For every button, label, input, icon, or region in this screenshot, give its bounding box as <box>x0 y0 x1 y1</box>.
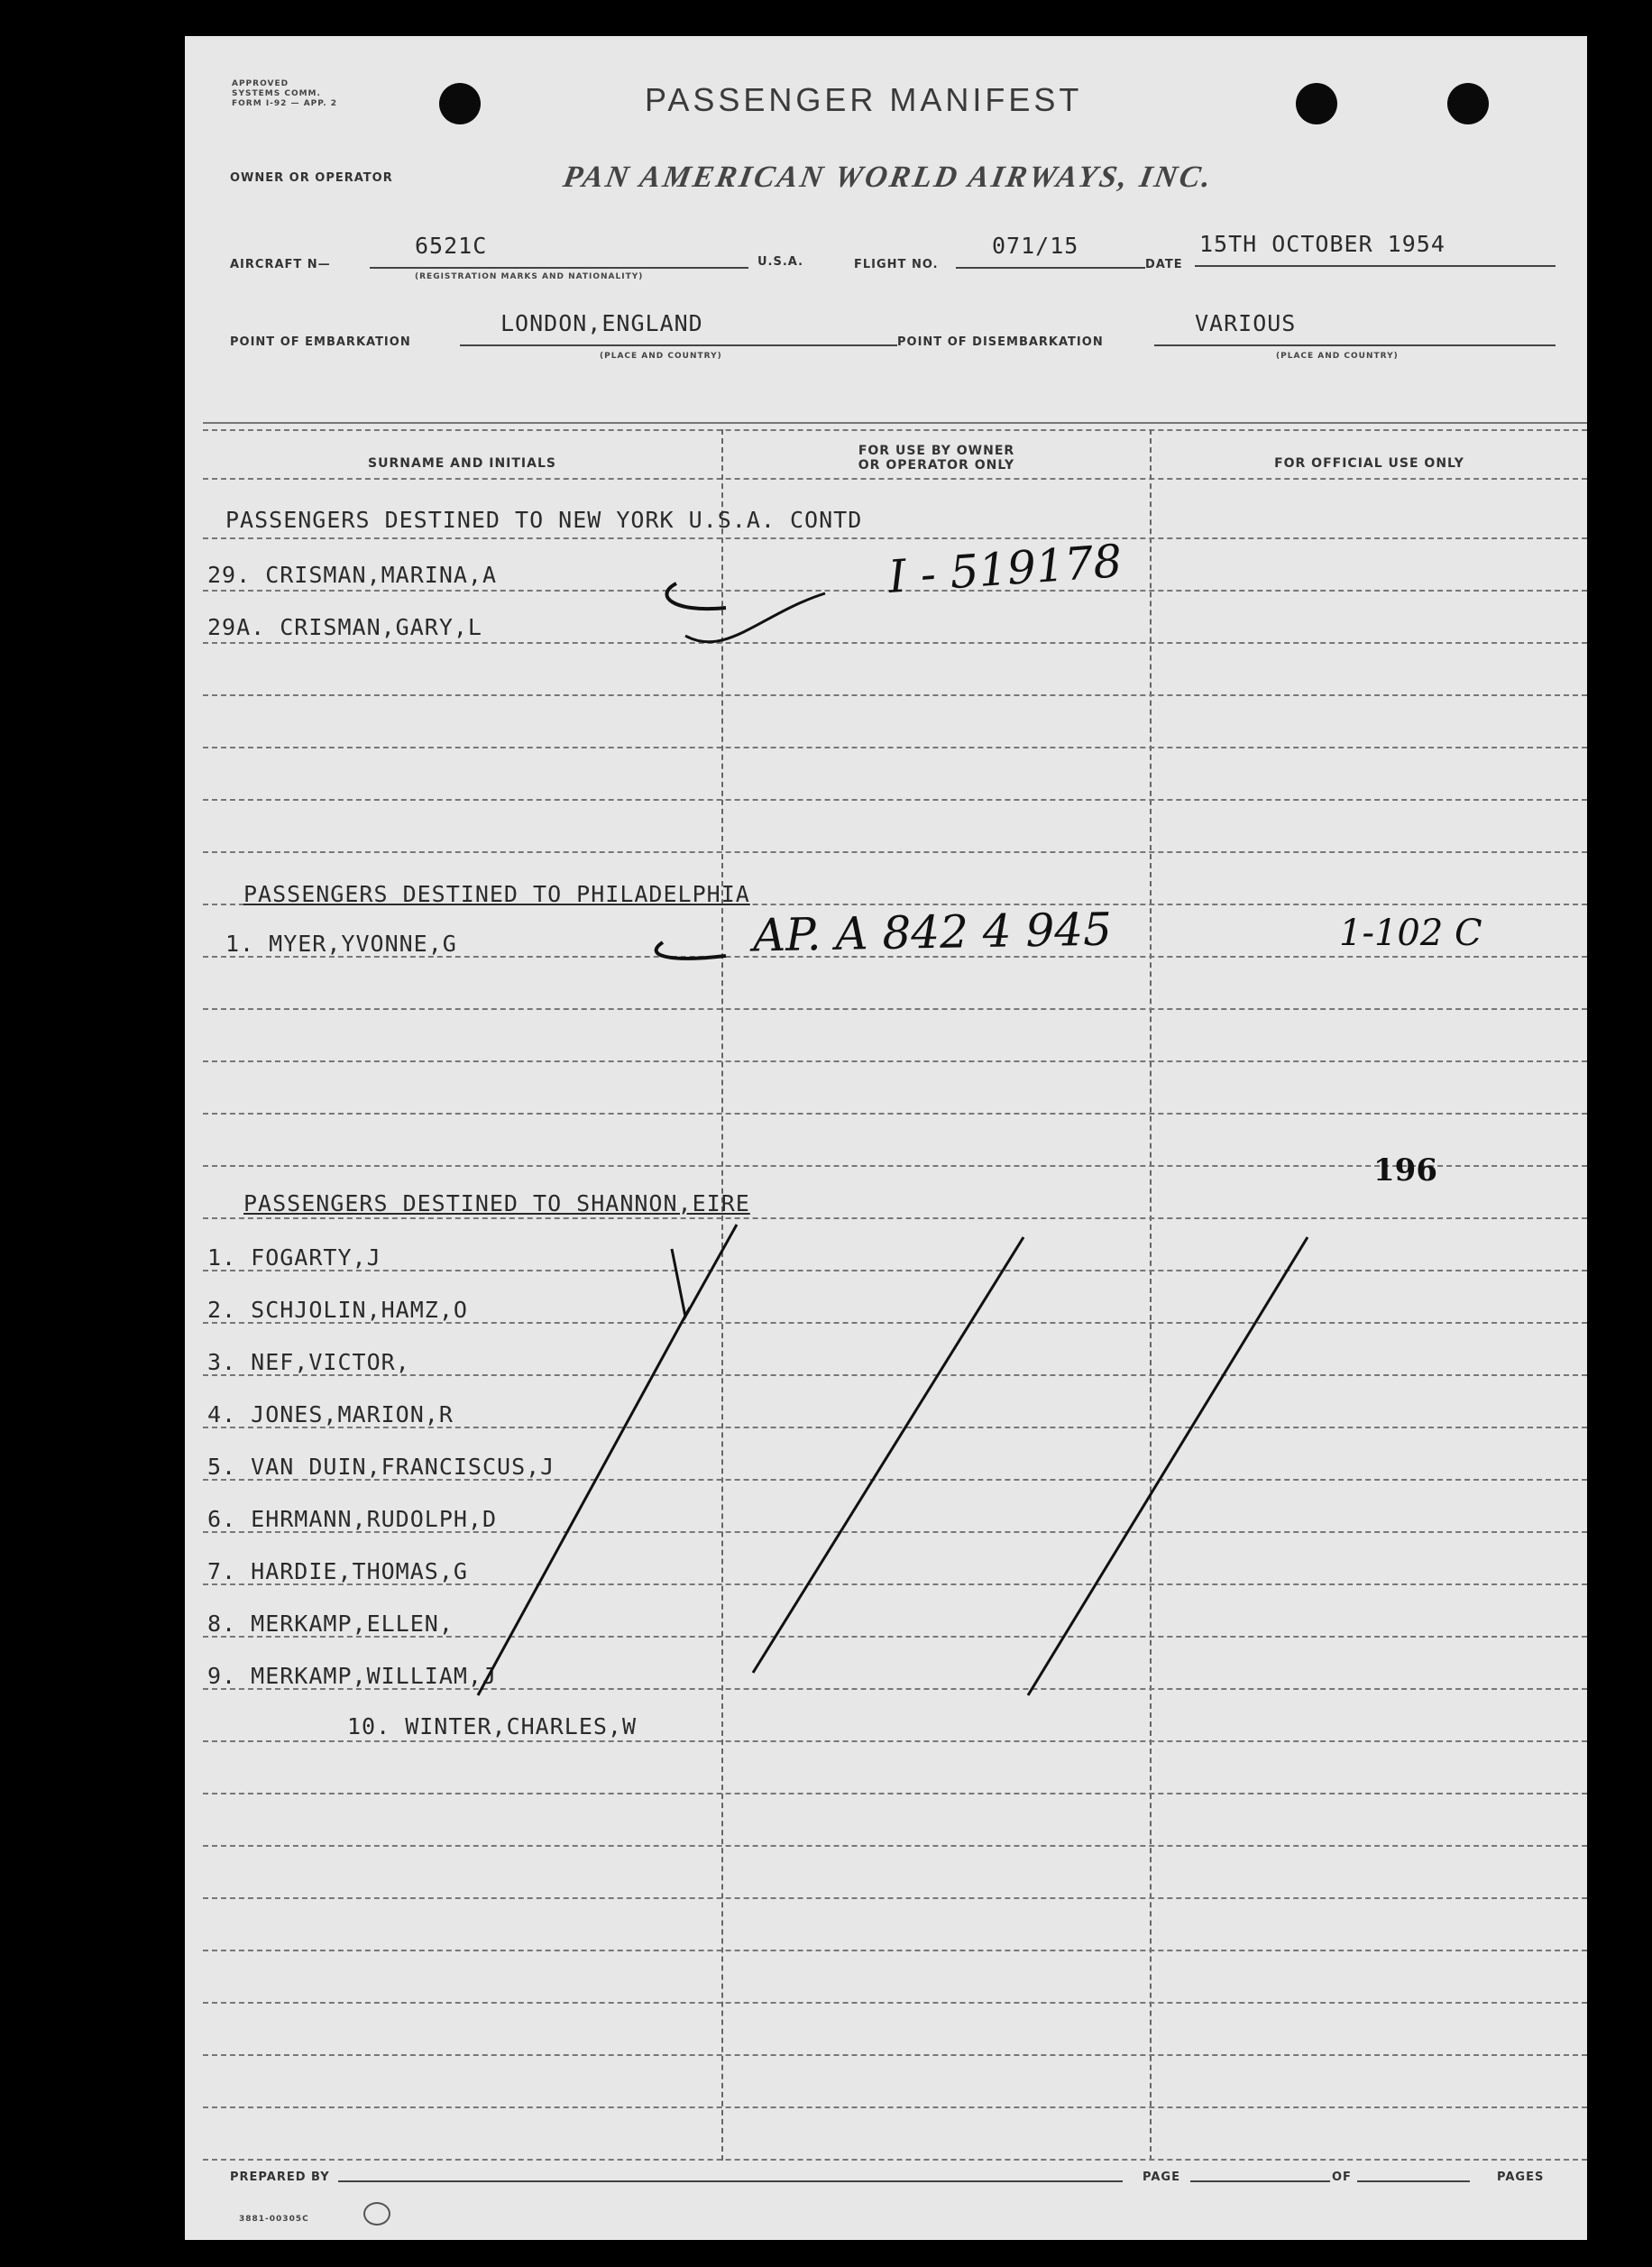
handwritten-note-myer: AP. A 842 4 945 <box>752 903 1113 962</box>
slash-line-2 <box>753 1237 1023 1673</box>
passenger-row: 8. MERKAMP,ELLEN, <box>207 1611 454 1637</box>
aircraft-caption: (REGISTRATION MARKS AND NATIONALITY) <box>415 272 644 281</box>
column-header-owner-line: FOR USE BY OWNER <box>858 444 1015 458</box>
aircraft-label: AIRCRAFT N— <box>230 258 331 271</box>
passenger-row: 10. WINTER,CHARLES,W <box>347 1713 638 1739</box>
pages-label: PAGES <box>1497 2171 1545 2184</box>
column-header-official: FOR OFFICIAL USE ONLY <box>1274 456 1464 471</box>
disembark-caption: (PLACE AND COUNTRY) <box>1276 352 1399 361</box>
checkmark-crisman <box>666 583 726 609</box>
tick-shannon <box>672 1225 737 1317</box>
handwritten-official-myer: 1-102 C <box>1339 913 1482 954</box>
slash-line-3 <box>1028 1237 1308 1695</box>
passenger-row: 3. NEF,VICTOR, <box>207 1349 410 1375</box>
date-value: 15TH OCTOBER 1954 <box>1199 231 1446 257</box>
of-line <box>1357 2180 1470 2182</box>
page-label: PAGE <box>1143 2171 1180 2184</box>
passenger-row: 29. CRISMAN,MARINA,A <box>207 562 498 588</box>
approved-line: SYSTEMS COMM. <box>232 89 321 98</box>
passenger-row: 9. MERKAMP,WILLIAM,J <box>207 1663 498 1689</box>
flight-value: 071/15 <box>992 233 1079 259</box>
page-line <box>1190 2180 1330 2182</box>
column-header-owner-line: OR OPERATOR ONLY <box>858 458 1015 473</box>
form-title: PASSENGER MANIFEST <box>645 81 1083 118</box>
union-bug-seal <box>363 2202 390 2226</box>
prepared-by-line <box>338 2180 1123 2182</box>
passenger-row: 7. HARDIE,THOMAS,G <box>207 1558 468 1584</box>
usa-label: U.S.A. <box>757 255 804 269</box>
section-heading-new-york: PASSENGERS DESTINED TO NEW YORK U.S.A. CONTD <box>225 507 863 533</box>
pen-marks <box>185 36 1587 2240</box>
slash-line-1 <box>478 1308 690 1695</box>
column-header-surname: SURNAME AND INITIALS <box>368 456 556 471</box>
disembark-value: VARIOUS <box>1195 310 1297 336</box>
page-stamp-number: 196 <box>1373 1152 1437 1189</box>
embark-label: POINT OF EMBARKATION <box>230 335 411 349</box>
passenger-row: 1. FOGARTY,J <box>207 1244 381 1271</box>
date-label: DATE <box>1145 258 1183 271</box>
flight-label: FLIGHT NO. <box>854 258 939 271</box>
form-code: 3881-00305C <box>239 2215 309 2224</box>
prepared-by-label: PREPARED BY <box>230 2171 330 2184</box>
embark-value: LONDON,ENGLAND <box>500 310 703 336</box>
section-heading-philadelphia: PASSENGERS DESTINED TO PHILADELPHIA <box>243 881 750 907</box>
approved-line: APPROVED <box>232 79 289 88</box>
owner-value: PAN AMERICAN WORLD AIRWAYS, INC. <box>560 161 1216 194</box>
manifest-page <box>185 36 1587 2240</box>
approved-line: FORM I-92 — APP. 2 <box>232 99 338 108</box>
passenger-row: 1. MYER,YVONNE,G <box>225 931 457 957</box>
handwritten-note-crisman: I - 519178 <box>886 535 1124 603</box>
passenger-row: 5. VAN DUIN,FRANCISCUS,J <box>207 1454 555 1480</box>
passenger-row: 29A. CRISMAN,GARY,L <box>207 614 482 640</box>
section-heading-shannon: PASSENGERS DESTINED TO SHANNON,EIRE <box>243 1190 750 1216</box>
checkmark-myer <box>656 942 726 959</box>
of-label: OF <box>1332 2171 1352 2184</box>
checkmark-crisman-2 <box>685 593 825 642</box>
embark-caption: (PLACE AND COUNTRY) <box>600 352 722 361</box>
owner-label: OWNER OR OPERATOR <box>230 171 393 185</box>
passenger-row: 6. EHRMANN,RUDOLPH,D <box>207 1506 498 1532</box>
disembark-label: POINT OF DISEMBARKATION <box>897 335 1104 349</box>
passenger-row: 4. JONES,MARION,R <box>207 1401 454 1427</box>
passenger-row: 2. SCHJOLIN,HAMZ,O <box>207 1297 468 1323</box>
aircraft-value: 6521C <box>415 233 488 259</box>
